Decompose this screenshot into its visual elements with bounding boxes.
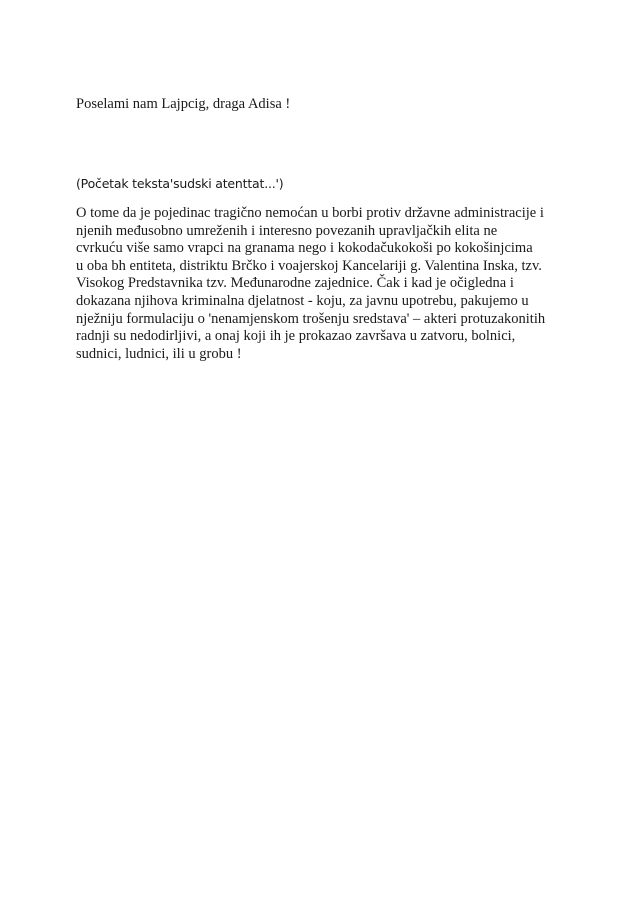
body-line: u oba bh entiteta, distriktu Brčko i voajerskoj Kancelariji g. Valentina Inska, tzv.	[76, 257, 542, 274]
article-subtitle: (Početak teksta'sudski atenttat...')	[76, 176, 284, 191]
greeting-line: Poselami nam Lajpcig, draga Adisa !	[76, 96, 291, 112]
body-line: dokazana njihova kriminalna djelatnost - koju, za javnu upotrebu, pakujemo u	[76, 292, 529, 309]
article-body	[76, 205, 566, 363]
body-line: nježniju formulaciju o 'nenamjenskom trošenju sredstava' – akteri protuzakonitih	[76, 310, 546, 327]
body-line: Visokog Predstavnika tzv. Međunarodne zajednice. Čak i kad je očigledna i	[76, 275, 514, 292]
body-line: O tome da je pojedinac tragično nemoćan u borbi protiv državne administracije i	[76, 205, 544, 221]
body-line: sudnici, ludnici, ili u grobu !	[76, 345, 242, 362]
body-line: njenih međusobno umreženih i interesno povezanih upravljačkih elita ne	[76, 222, 498, 239]
body-line: radnji su nedodirljivi, a onaj koji ih je prokazao završava u zatvoru, bolnici,	[76, 328, 516, 345]
body-line: cvrkuću više samo vrapci na granama nego i kokodačukokoši po kokošinjcima	[76, 240, 533, 257]
